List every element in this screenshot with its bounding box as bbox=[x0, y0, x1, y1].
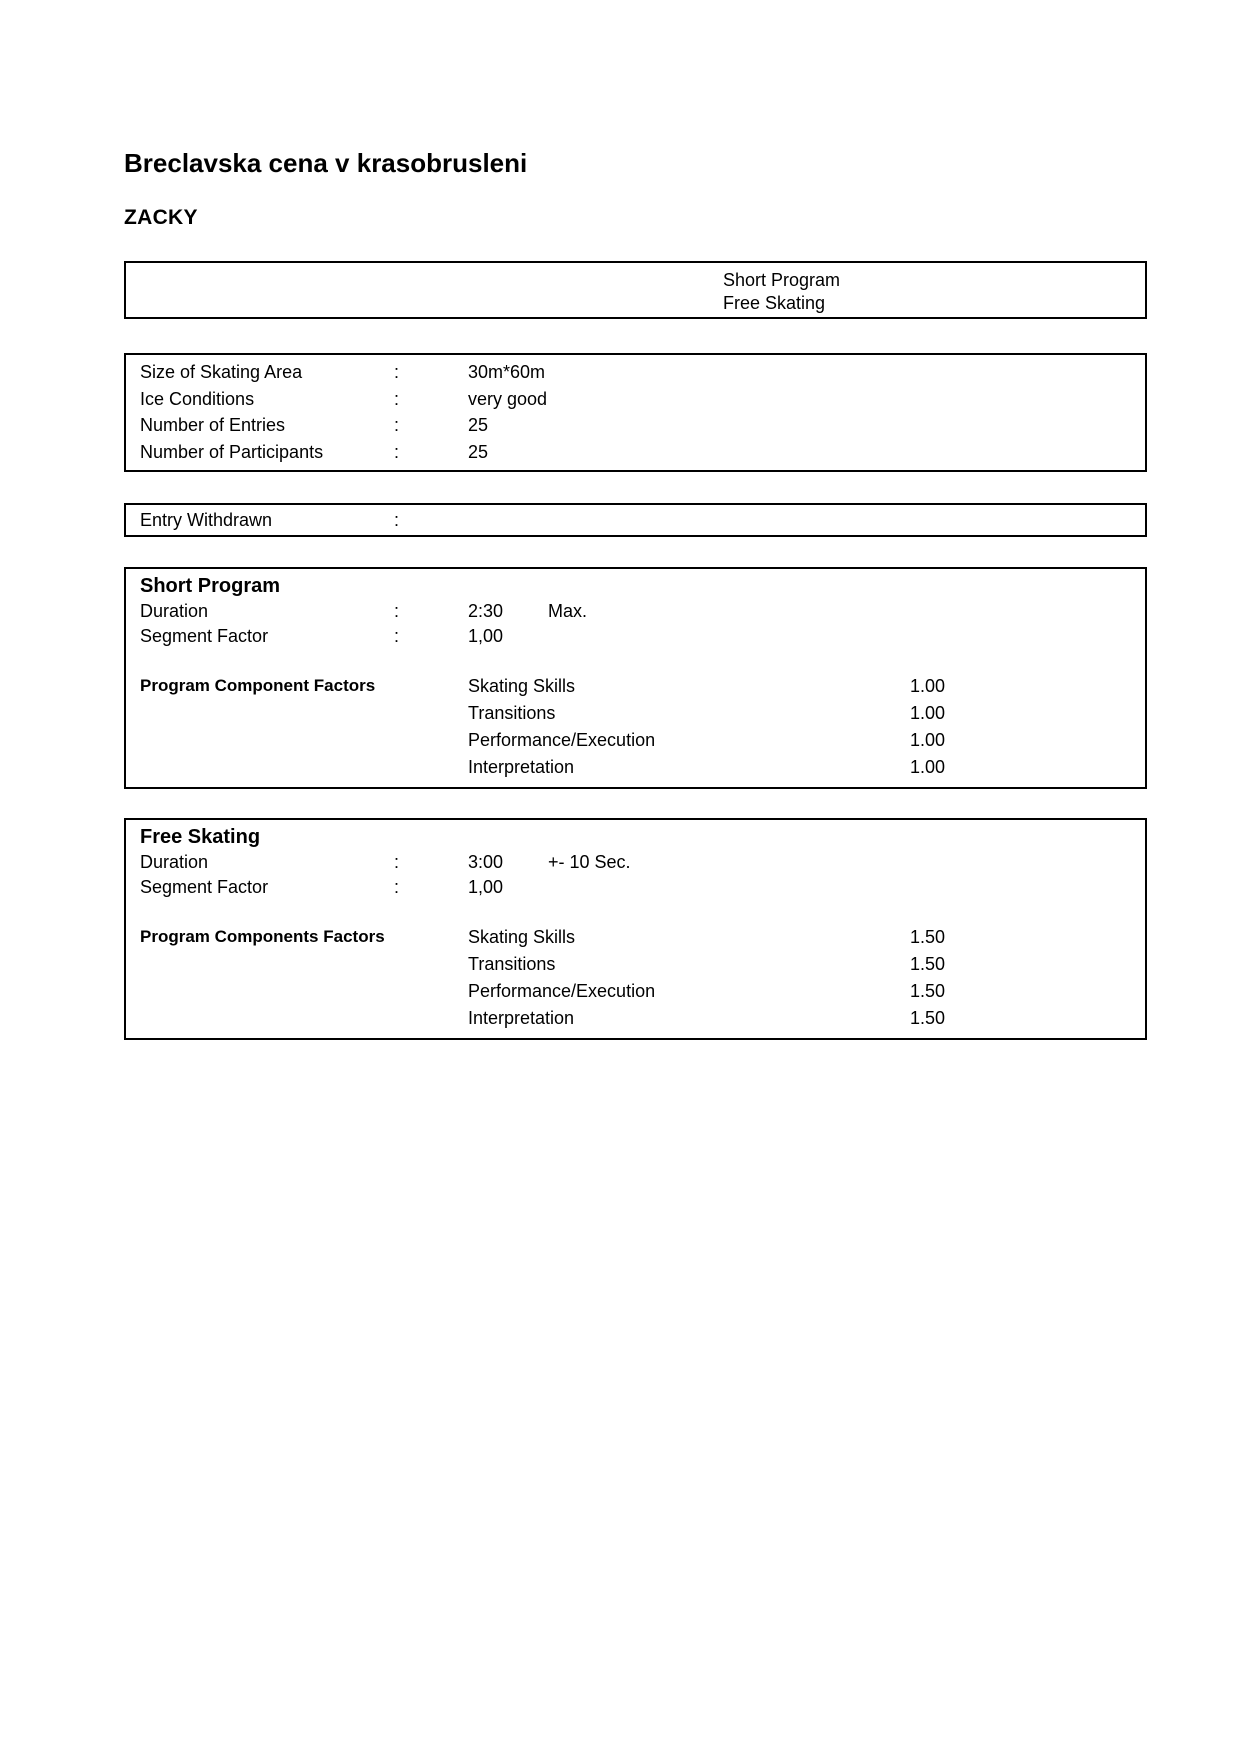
info-label-participants: Number of Participants bbox=[140, 442, 324, 462]
sp-component-value: 1.00 bbox=[910, 703, 946, 723]
fs-component-value: 1.50 bbox=[910, 954, 946, 974]
sp-component-value: 1.00 bbox=[910, 730, 946, 750]
category-name: ZACKY bbox=[124, 206, 198, 229]
sp-duration-value: 2:30 bbox=[468, 601, 504, 621]
sp-duration-note: Max. bbox=[548, 601, 588, 621]
sp-component-name: Interpretation bbox=[468, 757, 575, 777]
sp-duration-label: Duration bbox=[140, 601, 209, 621]
sp-duration-colon: : bbox=[394, 601, 400, 621]
sp-factor-value: 1,00 bbox=[468, 626, 504, 646]
sp-component-name: Skating Skills bbox=[468, 676, 576, 696]
free-skating-heading: Free Skating bbox=[140, 826, 261, 848]
withdrawn-label: Entry Withdrawn bbox=[140, 510, 273, 530]
short-program-heading: Short Program bbox=[140, 575, 281, 597]
fs-pcf-label: Program Components Factors bbox=[140, 927, 385, 946]
sp-factor-label: Segment Factor bbox=[140, 626, 269, 646]
info-box bbox=[124, 353, 1147, 472]
segment-item-free-skating: Free Skating bbox=[723, 293, 826, 313]
info-colon: : bbox=[394, 415, 400, 435]
fs-component-name: Performance/Execution bbox=[468, 981, 656, 1001]
segment-item-short-program: Short Program bbox=[723, 270, 841, 290]
sp-component-value: 1.00 bbox=[910, 757, 946, 777]
fs-factor-label: Segment Factor bbox=[140, 877, 269, 897]
fs-duration-colon: : bbox=[394, 852, 400, 872]
fs-component-value: 1.50 bbox=[910, 1008, 946, 1028]
fs-component-name: Skating Skills bbox=[468, 927, 576, 947]
segments-box bbox=[124, 261, 1147, 319]
fs-duration-note: +- 10 Sec. bbox=[548, 852, 631, 872]
fs-duration-value: 3:00 bbox=[468, 852, 504, 872]
fs-component-value: 1.50 bbox=[910, 981, 946, 1001]
sp-factor-colon: : bbox=[394, 626, 400, 646]
info-colon: : bbox=[394, 442, 400, 462]
info-value-skating-area: 30m*60m bbox=[468, 362, 546, 382]
info-value-entries: 25 bbox=[468, 415, 489, 435]
info-value-ice-conditions: very good bbox=[468, 389, 548, 409]
fs-factor-value: 1,00 bbox=[468, 877, 504, 897]
sp-component-name: Performance/Execution bbox=[468, 730, 656, 750]
info-label-skating-area: Size of Skating Area bbox=[140, 362, 303, 382]
document-title: Breclavska cena v krasobrusleni bbox=[124, 148, 528, 178]
fs-component-value: 1.50 bbox=[910, 927, 946, 947]
fs-component-name: Transitions bbox=[468, 954, 556, 974]
fs-factor-colon: : bbox=[394, 877, 400, 897]
free-skating-box bbox=[124, 818, 1147, 1040]
sp-pcf-label: Program Component Factors bbox=[140, 676, 376, 695]
info-label-ice-conditions: Ice Conditions bbox=[140, 389, 255, 409]
fs-duration-label: Duration bbox=[140, 852, 209, 872]
info-colon: : bbox=[394, 362, 400, 382]
info-label-entries: Number of Entries bbox=[140, 415, 286, 435]
sp-component-name: Transitions bbox=[468, 703, 556, 723]
sp-component-value: 1.00 bbox=[910, 676, 946, 696]
short-program-box bbox=[124, 567, 1147, 789]
fs-component-name: Interpretation bbox=[468, 1008, 575, 1028]
info-value-participants: 25 bbox=[468, 442, 489, 462]
withdrawn-colon: : bbox=[394, 510, 400, 530]
info-colon: : bbox=[394, 389, 400, 409]
withdrawn-box bbox=[124, 503, 1147, 537]
